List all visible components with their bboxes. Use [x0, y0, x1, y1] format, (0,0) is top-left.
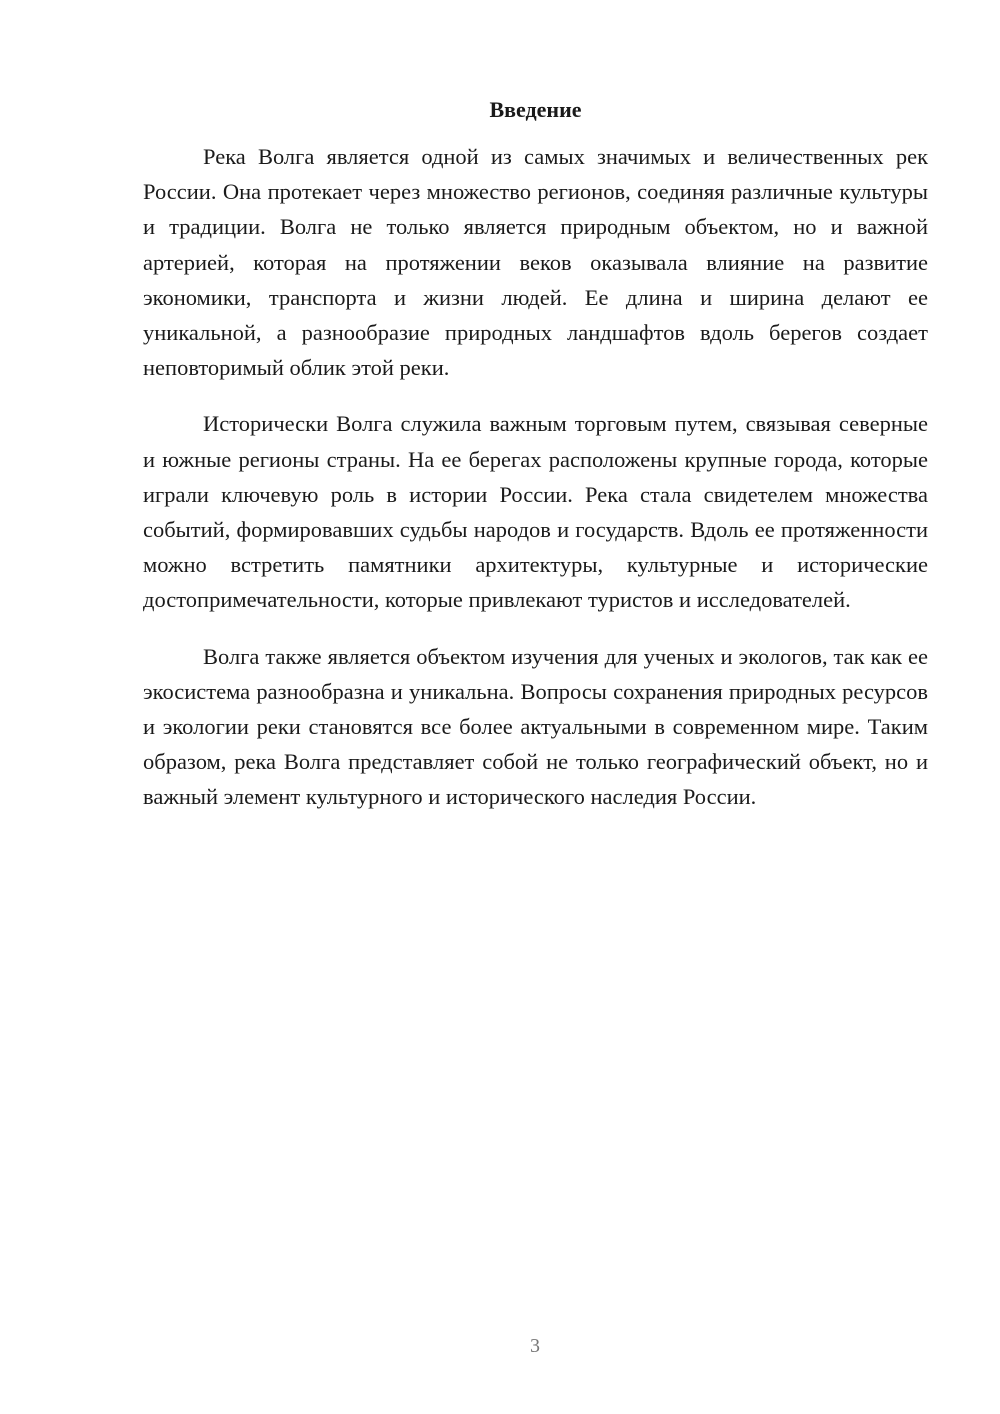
page-number: 3	[530, 1335, 540, 1357]
paragraph-1: Река Волга является одной из самых значимых и величественных рек России. Она протекает через множество регионов, соединяя различные культуры и традиции. Волга не только является природным объектом, но и важной артерией, которая на протяжении веков оказывала влияние на развитие экономики, транспорта и жизни людей. Ее длина и ширина делают ее уникальной, а разнообразие природных ландшафтов вдоль берегов создает неповторимый облик этой реки.	[143, 144, 928, 381]
page-content	[143, 95, 928, 836]
paragraph-2: Исторически Волга служила важным торговым путем, связывая северные и южные регионы страны. На ее берегах расположены крупные города, которые играли ключевую роль в истории России. Река стала свидетелем множества событий, формировавших судьбы народов и государств. Вдоль ее протяженности можно встретить памятники архитектуры, культурные и исторические достопримечательности, которые привлекают туристов и исследователей.	[143, 411, 928, 613]
section-heading: Введение	[489, 97, 582, 122]
paragraph-3: Волга также является объектом изучения для ученых и экологов, так как ее экосистема разнообразна и уникальна. Вопросы сохранения природных ресурсов и экологии реки становятся все более актуальными в современном мире. Таким образом, река Волга представляет собой не только географический объект, но и важный элемент культурного и исторического наследия России.	[143, 643, 928, 810]
